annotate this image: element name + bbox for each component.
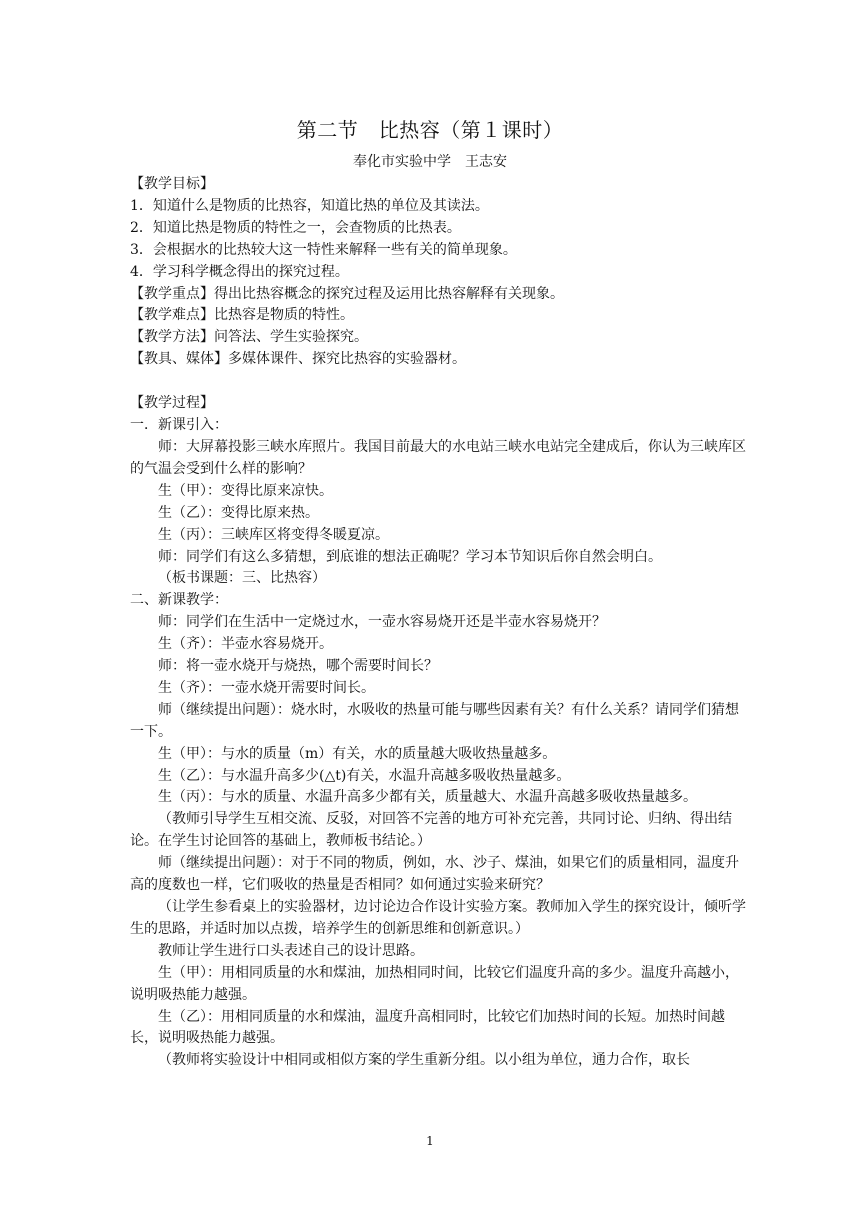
difficulty: 【教学难点】比热容是物质的特性。 <box>130 307 354 324</box>
key-point: 【教学重点】得出比热容概念的探究过程及运用比热容解释有关现象。 <box>130 285 564 302</box>
goal-item: 3．会根据水的比热较大这一特性来解释一些有关的简单现象。 <box>130 241 517 258</box>
goals-header: 【教学目标】 <box>130 176 214 192</box>
lesson-paragraph: 师：同学们在生活中一定烧过水，一壶水容易烧开还是半壶水容易烧开？ <box>158 614 606 631</box>
document-body <box>130 174 750 1072</box>
intro-paragraph: 师：同学们有这么多猜想，到底谁的想法正确呢？学习本节知识后你自然会明白。 <box>158 548 662 565</box>
goal-item: 4．学习科学概念得出的探究过程。 <box>130 263 349 280</box>
tools: 【教具、媒体】多媒体课件、探究比热容的实验器材。 <box>130 351 466 368</box>
intro-paragraph: 生（乙）：变得比原来热。 <box>158 504 319 521</box>
lesson-paragraph: 教师让学生进行口头表述自己的设计思路。 <box>158 942 424 959</box>
spacer <box>130 371 750 393</box>
lesson-paragraph: （让学生参看桌上的实验器材，边讨论边合作设计实验方案。教师加入学生的探究设计，倾听学生的思路，并适时加以点拨，培养学生的创新思维和创新意识。） <box>130 899 746 937</box>
author-line: 奉化市实验中学 王志安 <box>353 154 507 170</box>
lesson-paragraph: （教师将实验设计中相同或相似方案的学生重新分组。以小组为单位，通力合作，取长 <box>158 1052 690 1069</box>
document-title: 第二节 比热容（第１课时） <box>296 118 564 142</box>
lesson-paragraph: 师（继续提出问题）：对于不同的物质，例如，水、沙子、煤油，如果它们的质量相同，温度升高的度数也一样，它们吸收的热量是否相同？如何通过实验来研究？ <box>130 855 739 894</box>
method: 【教学方法】问答法、学生实验探究。 <box>130 329 368 346</box>
lesson-paragraph: 生（甲）：用相同质量的水和煤油，加热相同时间，比较它们温度升高的多少。温度升高越小，说明吸热能力越强。 <box>130 964 739 1003</box>
lesson-paragraph: 师（继续提出问题）：烧水时，水吸收的热量可能与哪些因素有关？有什么关系？请同学们猜想一下。 <box>130 701 739 740</box>
lesson-paragraph: 生（甲）：与水的质量（m）有关，水的质量越大吸收热量越多。 <box>158 745 557 762</box>
lesson-paragraph: 生（齐）：一壶水烧开需要时间长。 <box>158 679 375 696</box>
goal-item: 2．知道比热是物质的特性之一，会查物质的比热表。 <box>130 219 461 236</box>
new-lesson-header: 二、新课教学： <box>130 592 228 609</box>
lesson-paragraph: （教师引导学生互相交流、反驳，对回答不完善的地方可补充完善，共同讨论、归纳、得出结论。在学生讨论回答的基础上，教师板书结论。） <box>130 811 732 850</box>
lesson-paragraph: 生（乙）：用相同质量的水和煤油，温度升高相同时，比较它们加热时间的长短。加热时间越长，说明吸热能力越强。 <box>130 1008 725 1047</box>
intro-paragraph: 师：大屏幕投影三峡水库照片。我国目前最大的水电站三峡水电站完全建成后，你认为三峡库区的气温会受到什么样的影响？ <box>130 438 746 477</box>
goal-item: 1．知道什么是物质的比热容，知道比热的单位及其读法。 <box>130 197 489 214</box>
process-header: 【教学过程】 <box>130 395 214 412</box>
page-number: 1 <box>426 1134 434 1148</box>
lesson-paragraph: 生（齐）：半壶水容易烧开。 <box>158 636 333 653</box>
intro-paragraph: 生（甲）：变得比原来凉快。 <box>158 482 333 499</box>
lesson-paragraph: 师：将一壶水烧开与烧热，哪个需要时间长？ <box>158 658 438 675</box>
intro-paragraph: （板书课题：三、比热容） <box>158 570 326 587</box>
lesson-paragraph: 生（乙）：与水温升高多少(△t)有关，水温升高越多吸收热量越多。 <box>158 767 571 784</box>
lesson-paragraph: 生（丙）：与水的质量、水温升高多少都有关，质量越大、水温升高越多吸收热量越多。 <box>158 789 697 806</box>
intro-header: 一．新课引入： <box>130 417 228 434</box>
intro-paragraph: 生（丙）：三峡库区将变得冬暖夏凉。 <box>158 526 389 543</box>
